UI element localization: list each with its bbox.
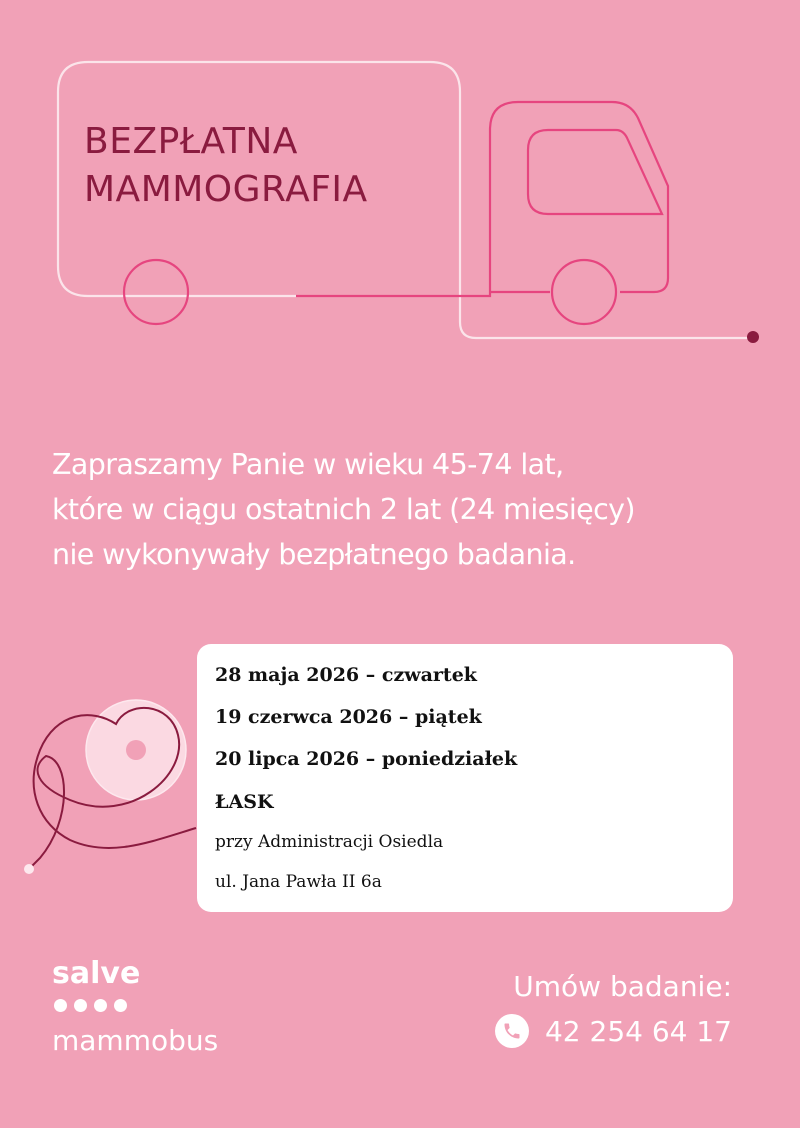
brand-logo-salve: salve — [52, 956, 141, 991]
date-item: 28 maja 2026 – czwartek — [215, 664, 477, 686]
schedule-card — [197, 644, 733, 912]
title-line-2: MAMMOGRAFIA — [84, 169, 368, 210]
date-item: 20 lipca 2026 – poniedziałek — [215, 748, 518, 770]
street-address: ul. Jana Pawła II 6a — [215, 872, 382, 892]
city-name: ŁASK — [215, 791, 274, 813]
phone-link[interactable] — [495, 1014, 732, 1048]
dot — [74, 999, 87, 1012]
dot — [54, 999, 67, 1012]
cab-wheel — [552, 260, 616, 324]
page-title — [84, 118, 444, 214]
phone-icon — [495, 1014, 529, 1048]
phone-number: 42 254 64 17 — [544, 1014, 732, 1048]
appointment-label: Umów badanie: — [513, 970, 732, 1003]
title-line-1: BEZPŁATNA — [84, 121, 298, 162]
invitation-line-1: Zapraszamy Panie w wieku 45-74 lat, — [52, 448, 564, 481]
brand-dots — [54, 999, 127, 1012]
trailer-wheel — [124, 260, 188, 324]
invitation-line-3: nie wykonywały bezpłatnego badania. — [52, 538, 576, 571]
invitation-line-2: które w ciągu ostatnich 2 lat (24 miesięcy) — [52, 493, 635, 526]
brand-logo-mammobus: mammobus — [52, 1024, 219, 1057]
dot — [94, 999, 107, 1012]
place-name: przy Administracji Osiedla — [215, 832, 444, 852]
line-end-dot — [747, 331, 759, 343]
dot — [114, 999, 127, 1012]
invitation-text — [52, 442, 772, 577]
date-item: 19 czerwca 2026 – piątek — [215, 706, 482, 728]
